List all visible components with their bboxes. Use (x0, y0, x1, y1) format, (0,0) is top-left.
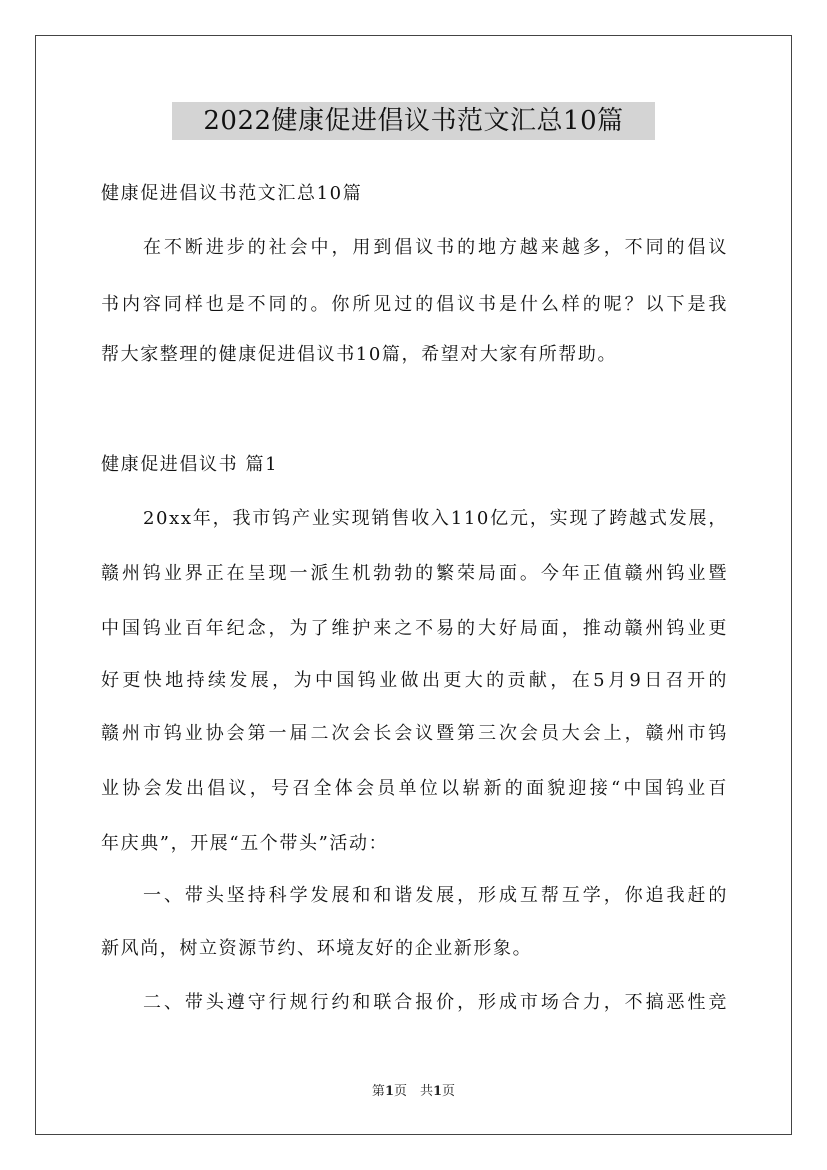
intro-paragraph-line: 帮大家整理的健康促进倡议书10篇，希望对大家有所帮助。 (101, 344, 618, 365)
section-paragraph-line: 中国钨业百年纪念，为了维护来之不易的大好局面，推动赣州钨业更 (101, 618, 728, 639)
page-footer (0, 1083, 827, 1101)
section-paragraph-line: 年庆典”，开展“五个带头”活动： (101, 833, 389, 854)
footer-page-mid: 页 共 (393, 1084, 433, 1099)
section-paragraph-line: 新风尚，树立资源节约、环境友好的企业新形象。 (101, 938, 533, 959)
section-paragraph-line: 二、带头遵守行规行约和联合报价，形成市场合力，不搞恶性竞 (143, 992, 728, 1013)
section-paragraph-line: 一、带头坚持科学发展和和谐发展，形成互帮互学，你追我赶的 (143, 885, 728, 906)
footer-page-suffix: 页 (442, 1084, 456, 1099)
intro-paragraph-line: 在不断进步的社会中，用到倡议书的地方越来越多，不同的倡议 (143, 237, 728, 258)
section-paragraph-line: 好更快地持续发展，为中国钨业做出更大的贡献，在5月9日召开的 (101, 670, 728, 691)
section-paragraph-line: 业协会发出倡议，号召全体会员单位以崭新的面貌迎接“中国钨业百 (101, 778, 728, 799)
section-paragraph-line: 20xx年，我市钨产业实现销售收入110亿元，实现了跨越式发展， (143, 508, 728, 529)
section-paragraph-line: 赣州钨业界正在呈现一派生机勃勃的繁荣局面。今年正值赣州钨业暨 (101, 563, 728, 584)
intro-paragraph-line: 书内容同样也是不同的。你所见过的倡议书是什么样的呢？以下是我 (101, 294, 728, 315)
document-subtitle: 健康促进倡议书范文汇总10篇 (101, 183, 363, 204)
document-title: 2022健康促进倡议书范文汇总10篇 (172, 102, 655, 140)
section-paragraph-line: 赣州市钨业协会第一届二次会长会议暨第三次会员大会上，赣州市钨 (101, 723, 728, 744)
footer-page-number: 1 (384, 1084, 394, 1099)
footer-page-total: 1 (433, 1084, 443, 1099)
section-heading: 健康促进倡议书 篇1 (101, 454, 279, 475)
footer-page-prefix: 第 (371, 1084, 385, 1099)
